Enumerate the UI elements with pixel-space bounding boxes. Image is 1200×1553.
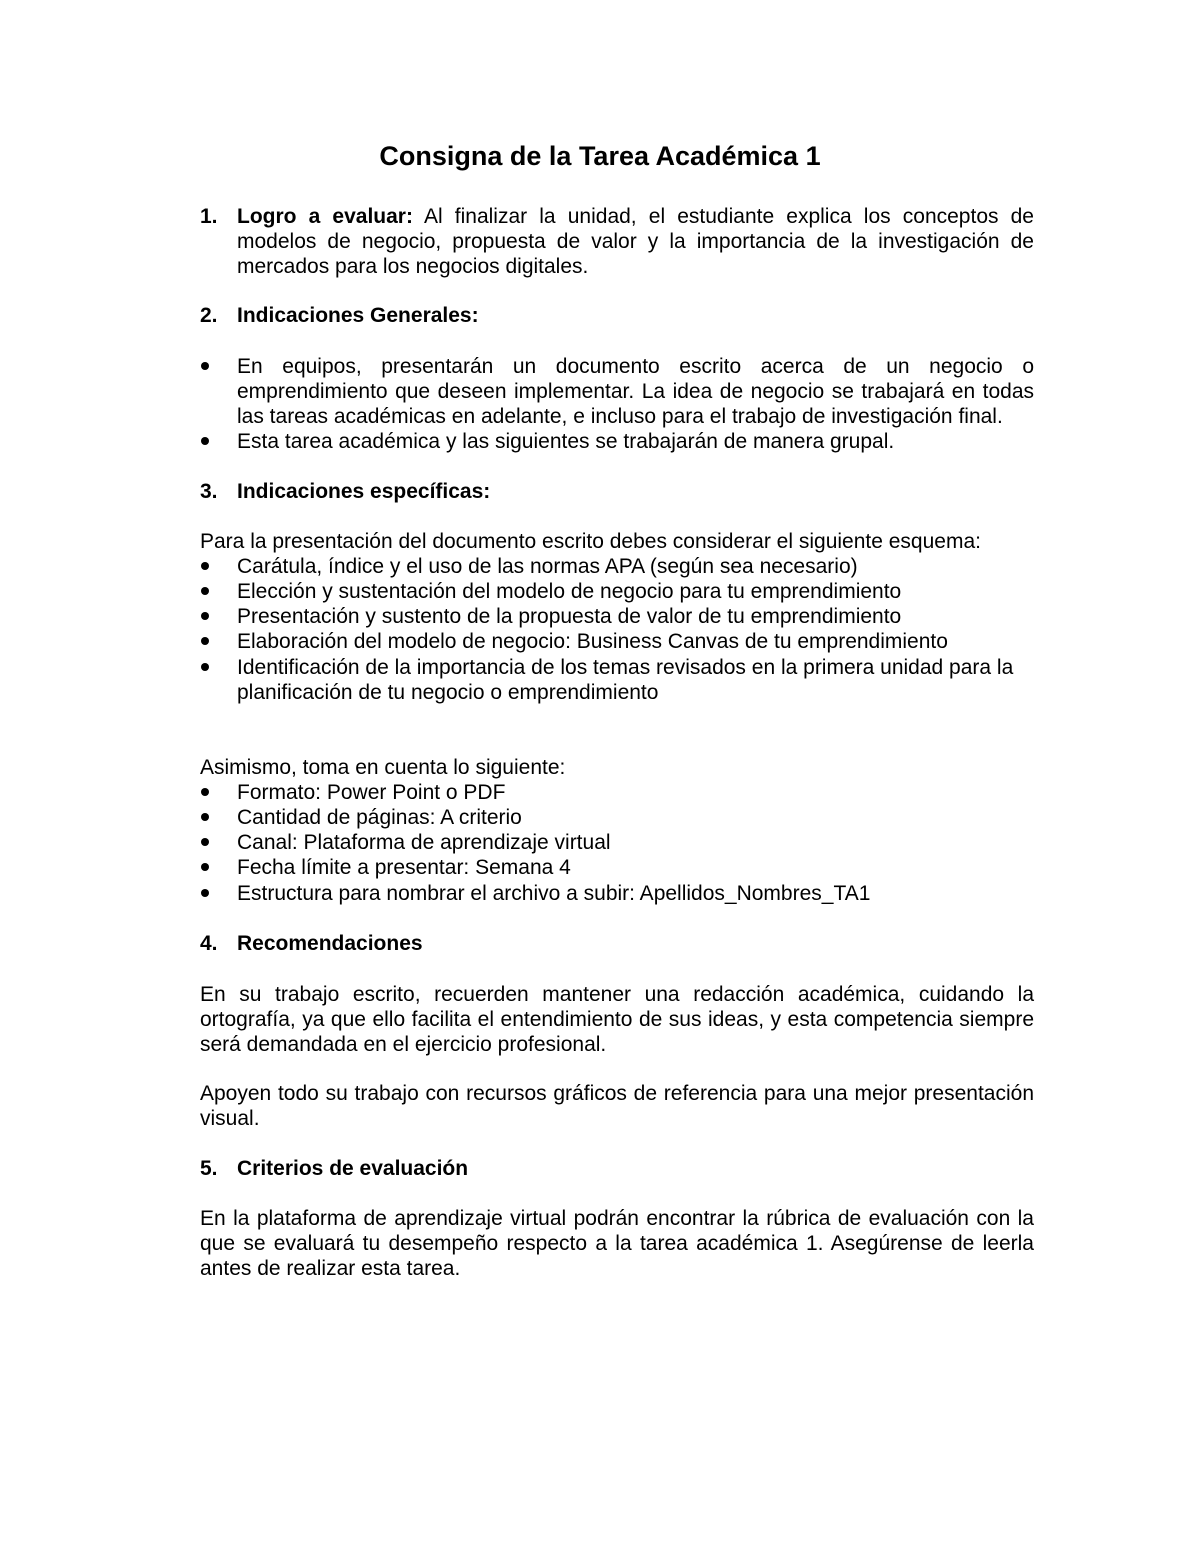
section-5-heading: Criterios de evaluación (237, 1157, 469, 1180)
section-3-bullet-4: Elaboración del modelo de negocio: Business Canvas de tu emprendimiento (237, 630, 948, 653)
section-5-number: 5. (200, 1157, 218, 1180)
bullet-icon (200, 629, 212, 641)
bullet-icon (200, 655, 212, 667)
bullet-icon (200, 429, 212, 441)
section-3-intro: Para la presentación del documento escrito debes considerar el siguiente esquema: (200, 530, 981, 553)
section-4-paragraph-1: En su trabajo escrito, recuerden mantener una redacción académica, cuidando la ortografía, ya que ello facilita el entendimiento de sus ideas, y esta competencia siempre será demandada en el ejercicio profesional. (200, 983, 1034, 1056)
bullet-icon (200, 604, 212, 616)
bullet-icon (200, 554, 212, 566)
section-3-list-2-item-2: Cantidad de páginas: A criterio (237, 806, 522, 829)
section-2-heading: Indicaciones Generales: (237, 304, 479, 327)
section-3-bullet-5: Identificación de la importancia de los temas revisados en la primera unidad para la planificación de tu negocio o emprendimiento (237, 656, 1014, 704)
bullet-icon (200, 579, 212, 591)
document-title: Consigna de la Tarea Académica 1 (379, 141, 821, 171)
section-3-list-2-item-3: Canal: Plataforma de aprendizaje virtual (237, 831, 611, 854)
section-2-bullet-2: Esta tarea académica y las siguientes se trabajarán de manera grupal. (237, 430, 895, 453)
bullet-icon (200, 780, 212, 792)
section-3-bullet-2: Elección y sustentación del modelo de negocio para tu emprendimiento (237, 580, 902, 603)
section-4-heading: Recomendaciones (237, 932, 423, 955)
section-3-number: 3. (200, 480, 218, 503)
bullet-icon (200, 830, 212, 842)
bullet-icon (200, 805, 212, 817)
section-1-label: Logro a evaluar: (237, 205, 413, 228)
section-3-list-2-item-4: Fecha límite a presentar: Semana 4 (237, 856, 571, 879)
section-1-text: Al finalizar la unidad, el estudiante explica los conceptos de modelos de negocio, propuesta de valor y la importancia de la investigación de mercados para los negocios digitales. (237, 205, 1034, 278)
section-3-bullet-3: Presentación y sustento de la propuesta de valor de tu emprendimiento (237, 605, 902, 628)
section-3-bullet-1: Carátula, índice y el uso de las normas APA (según sea necesario) (237, 555, 858, 578)
bullet-icon (200, 855, 212, 867)
bullet-icon (200, 354, 212, 366)
section-2-bullet-1: En equipos, presentarán un documento escrito acerca de un negocio o emprendimiento que deseen implementar. La idea de negocio se trabajará en todas las tareas académicas en adelante, e incluso para el trabajo de investigación final. (237, 355, 1034, 428)
section-3-intro-2: Asimismo, toma en cuenta lo siguiente: (200, 756, 566, 779)
section-1-body (237, 204, 1034, 279)
section-5-paragraph-1: En la plataforma de aprendizaje virtual podrán encontrar la rúbrica de evaluación con la que se evaluará tu desempeño respecto a la tarea académica 1. Asegúrense de leerla antes de realizar esta tarea. (200, 1207, 1034, 1280)
section-2-number: 2. (200, 304, 218, 327)
section-4-paragraph-2: Apoyen todo su trabajo con recursos gráficos de referencia para una mejor presentación visual. (200, 1082, 1034, 1130)
section-3-list-2-item-1: Formato: Power Point o PDF (237, 781, 506, 804)
section-1-number: 1. (200, 205, 218, 228)
section-4-number: 4. (200, 932, 218, 955)
bullet-icon (200, 881, 212, 893)
section-3-list-2-item-5: Estructura para nombrar el archivo a subir: Apellidos_Nombres_TA1 (237, 882, 871, 905)
section-3-heading: Indicaciones específicas: (237, 480, 491, 503)
